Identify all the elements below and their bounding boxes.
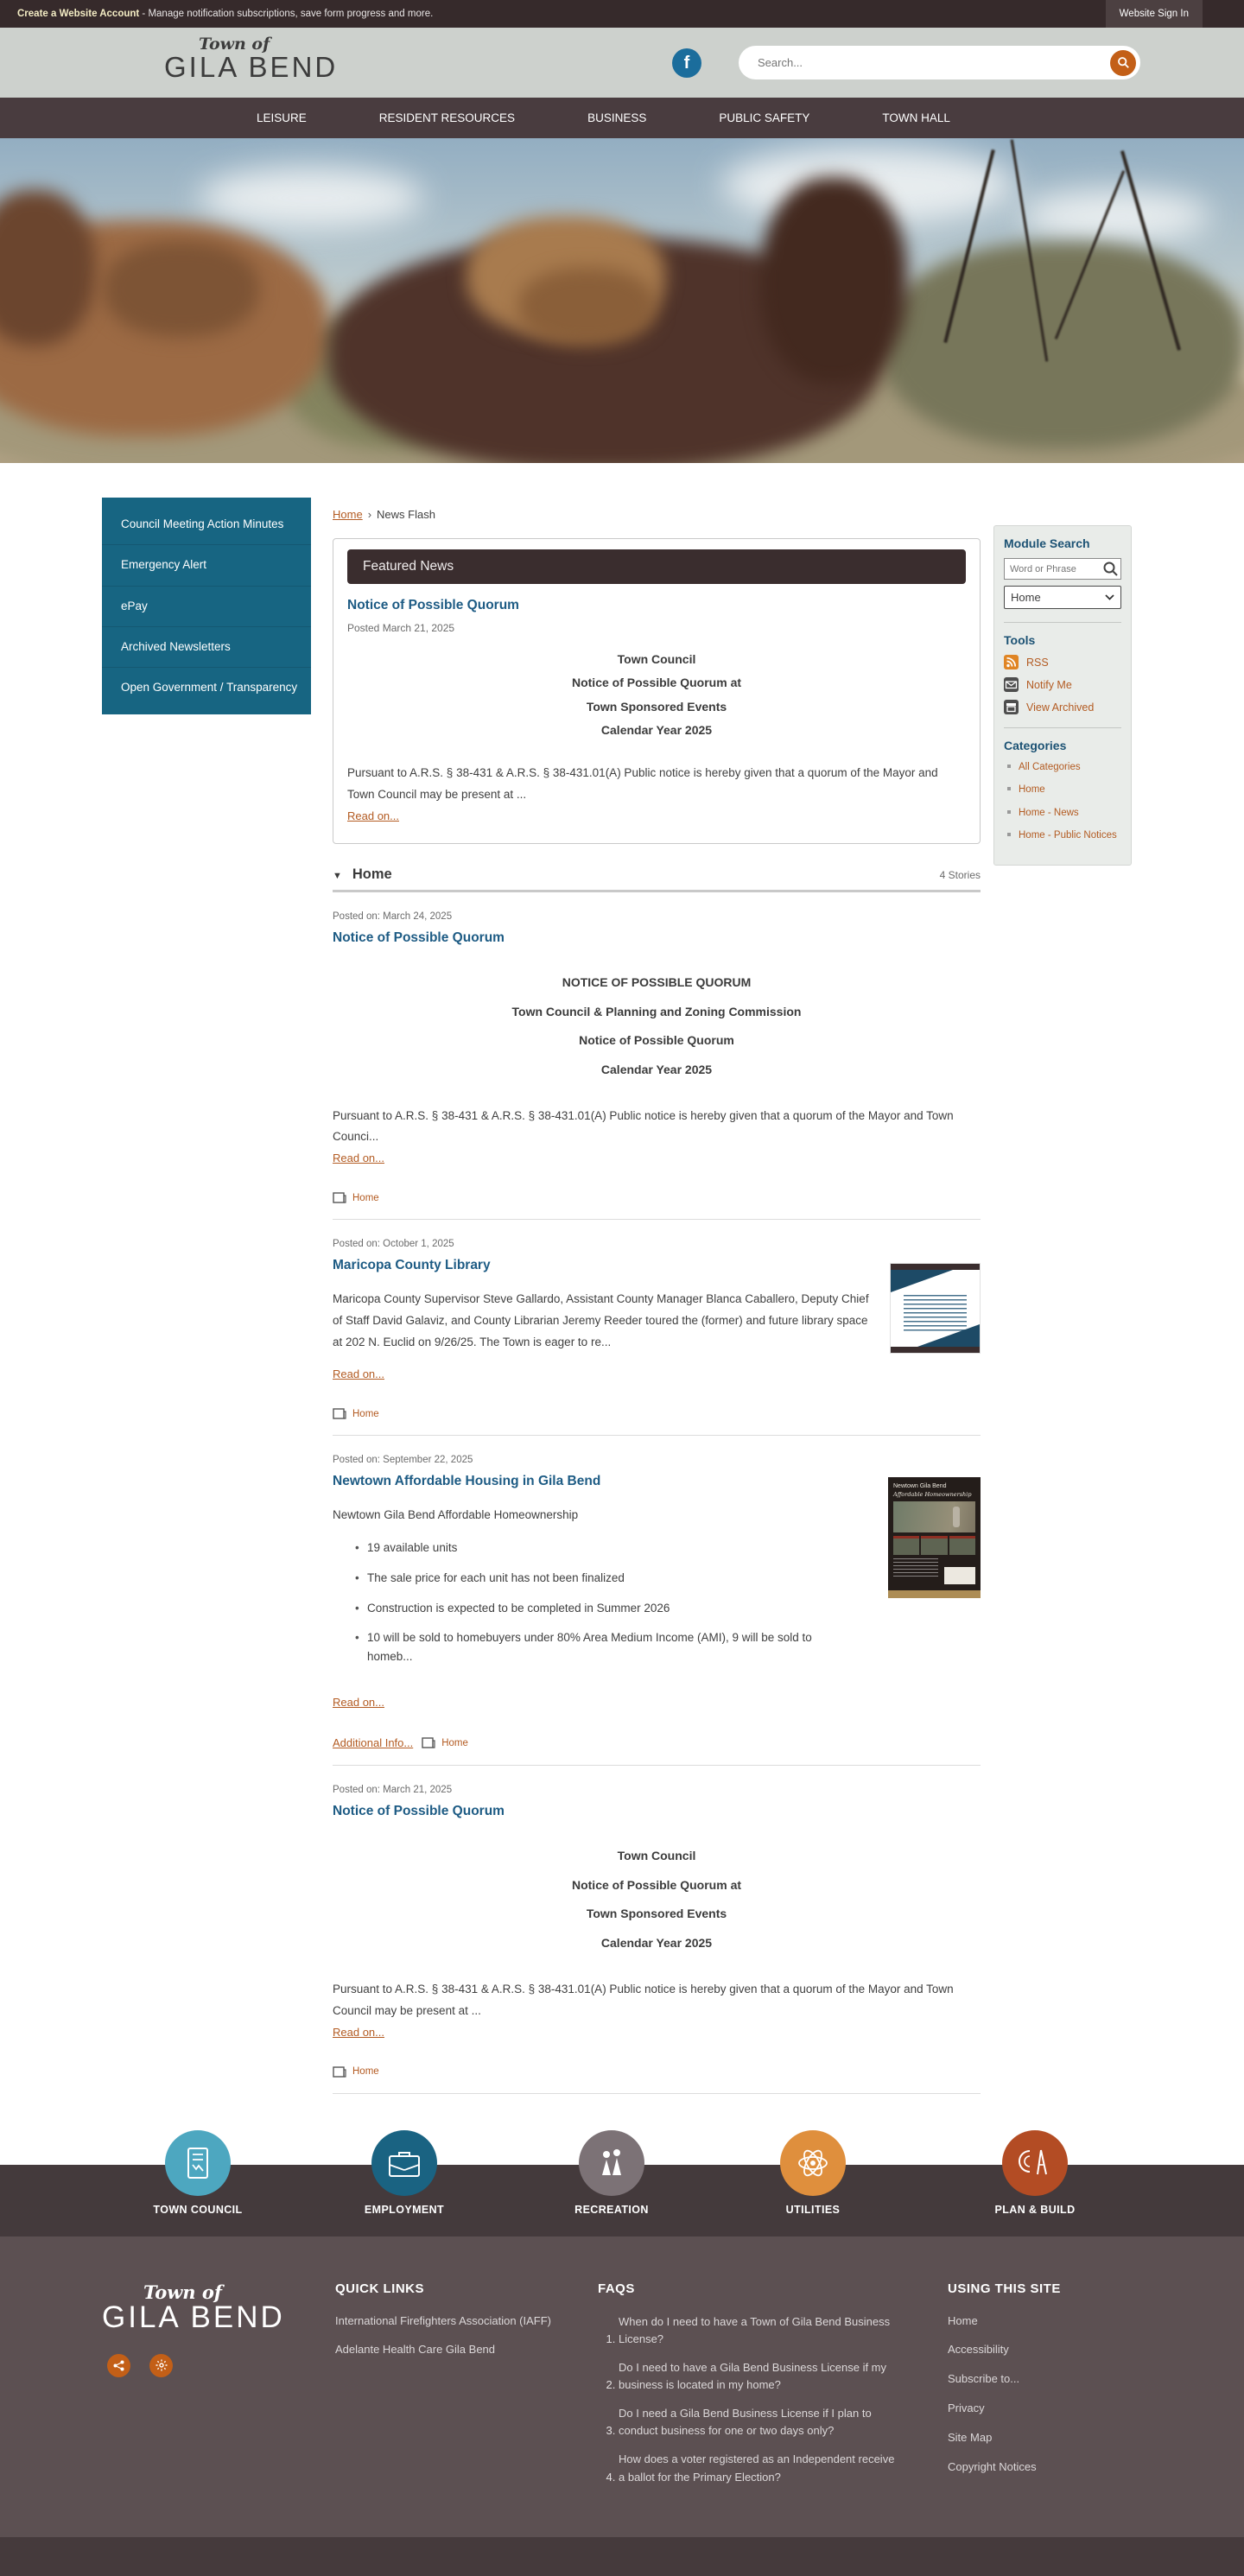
category-home-public-notices[interactable]: Home - Public Notices (1019, 829, 1117, 841)
thumb-decor (891, 1347, 980, 1353)
logo-script-line: Town of (199, 35, 270, 54)
breadcrumb (333, 508, 981, 521)
share-icon[interactable] (107, 2354, 130, 2377)
post-bullet-list (355, 1539, 981, 1666)
notice-line: Town Council (617, 652, 696, 666)
facebook-icon[interactable]: f (672, 48, 701, 78)
breadcrumb-current: News Flash (377, 508, 435, 521)
footer-quick-links (335, 2281, 594, 2497)
tool-notify-me (1004, 677, 1121, 692)
nav-resident-resources[interactable]: RESIDENT RESOURCES (378, 111, 516, 124)
tools-title: Tools (1004, 633, 1036, 647)
faq-link[interactable]: How does a voter registered as an Independent receive a ballot for the Primary Election? (619, 2452, 895, 2484)
nav-public-safety[interactable]: PUBLIC SAFETY (719, 111, 810, 124)
account-promo-text: - Manage notification subscriptions, save form progress and more. (139, 9, 434, 19)
quick-link-iaff[interactable]: International Firefighters Association (IAFF) (335, 2313, 551, 2327)
sidebar-item-emergency-alert[interactable]: Emergency Alert (102, 545, 311, 586)
newsflash-icon (333, 2066, 346, 2078)
footer-faqs (598, 2281, 943, 2497)
quicknav-utilities[interactable] (739, 2120, 886, 2216)
using-subscribe[interactable]: Subscribe to... (948, 2372, 1020, 2386)
footer-bottom-bar (0, 2537, 1244, 2576)
select-value: Home (1011, 591, 1041, 604)
notice-line: Notice of Possible Quorum (579, 1033, 734, 1048)
search-input[interactable] (758, 56, 1110, 69)
right-column (993, 498, 1132, 866)
mail-icon (1004, 677, 1019, 692)
divider (1004, 727, 1121, 728)
scroll-icon (165, 2130, 231, 2196)
center-column (333, 498, 981, 2094)
quicknav-label: TOWN COUNCIL (153, 2203, 243, 2216)
sidebar-item-open-government[interactable]: Open Government / Transparency (121, 681, 298, 694)
post-body-text: Pursuant to A.R.S. § 38-431 & A.R.S. § 38-431.01(A) Public notice is hereby given that a quorum of the Mayor and Town Counci... (333, 1108, 954, 1144)
bullet-icon (1007, 787, 1011, 790)
category-home-news[interactable]: Home - News (1019, 807, 1079, 818)
newsflash-icon (333, 1192, 346, 1203)
nav-leisure[interactable]: LEISURE (257, 111, 307, 124)
quicknav-label: EMPLOYMENT (364, 2203, 445, 2216)
notice-line: Calendar Year 2025 (600, 1062, 713, 1076)
category-item (1007, 760, 1121, 775)
footer-logo-caps: GILA BEND (102, 2300, 285, 2334)
notice-line: Notice of Possible Quorum at (571, 676, 742, 690)
quicknav-band (0, 2120, 1244, 2237)
news-post (333, 1220, 981, 1436)
atom-icon (780, 2130, 846, 2196)
post-category-home[interactable]: Home (352, 2066, 379, 2078)
footer-logo[interactable] (102, 2281, 335, 2332)
post-notice-lines (333, 1842, 981, 1957)
featured-post-title[interactable]: Notice of Possible Quorum (347, 598, 519, 612)
website-sign-in-button[interactable]: Website Sign In (1106, 0, 1203, 28)
post-intro-text: Newtown Gila Bend Affordable Homeownership (333, 1508, 579, 1522)
quicknav-label: PLAN & BUILD (994, 2203, 1076, 2216)
faq-item (619, 2405, 943, 2440)
post-date: Posted on: October 1, 2025 (333, 1239, 454, 1250)
site-logo[interactable] (164, 35, 339, 83)
quicknav-label: RECREATION (574, 2203, 649, 2216)
featured-posted-date: Posted March 21, 2025 (347, 622, 455, 634)
rss-link[interactable]: RSS (1026, 656, 1049, 669)
bullet-icon (1007, 810, 1011, 814)
quick-link-adelante[interactable]: Adelante Health Care Gila Bend (335, 2343, 496, 2357)
breadcrumb-separator: › (367, 508, 372, 521)
sidebar-item-council-minutes[interactable]: Council Meeting Action Minutes (102, 504, 311, 545)
create-account-link[interactable]: Create a Website Account (17, 9, 140, 19)
home-section-toggle[interactable] (333, 866, 392, 883)
notice-line: Town Sponsored Events (586, 1907, 727, 1921)
post-tag-row (333, 1736, 981, 1749)
footer-social-row (107, 2354, 335, 2377)
featured-news-panel (333, 538, 981, 844)
quicknav-recreation[interactable] (538, 2120, 685, 2216)
post-body-text: Pursuant to A.R.S. § 38-431 & A.R.S. § 38-431.01(A) Public notice is hereby given that a quorum of the Mayor and Town Council may be present at ... (333, 1982, 954, 2017)
footer-logo-script: Town of (143, 2281, 222, 2303)
post-tag-row (333, 2066, 981, 2078)
news-post (333, 892, 981, 1220)
featured-read-on-link[interactable]: Read on... (347, 809, 399, 823)
collapse-triangle-icon: ▼ (333, 871, 342, 882)
post-tag-row (333, 1192, 981, 1203)
using-home[interactable]: Home (948, 2313, 978, 2327)
category-all[interactable]: All Categories (1019, 762, 1081, 772)
thumb-decor (891, 1264, 980, 1270)
breadcrumb-home[interactable]: Home (333, 508, 363, 521)
sidebar-item-archived-newsletters[interactable]: Archived Newsletters (102, 627, 311, 668)
post-tag-row (333, 1408, 981, 1419)
post-date: Posted on: March 21, 2025 (333, 1785, 453, 1796)
post-notice-lines (333, 968, 981, 1084)
top-bar (0, 0, 1244, 28)
post-title-link[interactable]: Maricopa County Library (333, 1258, 491, 1273)
thumb-decor (891, 1270, 953, 1292)
notice-line: Calendar Year 2025 (600, 1936, 713, 1951)
left-sidebar (102, 498, 311, 714)
footer-logo-column (102, 2281, 335, 2497)
faq-link[interactable]: Do I need to have a Gila Bend Business License if my business is located in my home? (619, 2360, 887, 2392)
post-category-home[interactable]: Home (441, 1737, 468, 1748)
site-header (0, 28, 1244, 98)
notice-line: Town Sponsored Events (586, 699, 727, 714)
read-on-link[interactable]: Read on... (333, 2025, 384, 2039)
using-title: USING THIS SITE (948, 2281, 1061, 2296)
notice-line: Calendar Year 2025 (600, 722, 713, 737)
notice-line: Notice of Possible Quorum at (571, 1877, 742, 1892)
main-content (0, 463, 1244, 2120)
quicknav-employment[interactable] (331, 2120, 478, 2216)
bullet-item: • 10 will be sold to homebuyers under 80% Area Medium Income (AMI), 9 will be sold to homeb... (355, 1628, 839, 1666)
chevron-down-icon (1105, 594, 1114, 600)
categories-title: Categories (1004, 739, 1067, 752)
post-title-link[interactable]: Newtown Affordable Housing in Gila Bend (333, 1474, 601, 1489)
faq-list (598, 2313, 943, 2486)
faq-item (619, 2451, 943, 2485)
quicknav-plan-build[interactable] (962, 2120, 1108, 2216)
thumb-decor (953, 1507, 960, 1527)
module-search-panel (993, 525, 1132, 866)
sidebar-item-epay[interactable]: ePay (102, 587, 311, 627)
post-category-home[interactable]: Home (352, 1408, 379, 1419)
read-on-link[interactable]: Read on... (333, 1696, 384, 1710)
faq-link[interactable]: Do I need a Gila Bend Business License if I plan to conduct business for one or two days only? (619, 2407, 872, 2438)
quicknav-label: UTILITIES (785, 2203, 841, 2216)
bullet-icon (1007, 833, 1011, 836)
module-search-title: Module Search (1004, 536, 1090, 550)
story-count: 4 Stories (939, 869, 981, 882)
category-item (1007, 783, 1121, 797)
using-copyright[interactable]: Copyright Notices (948, 2459, 1037, 2473)
compass-tools-icon (1002, 2130, 1068, 2196)
newsflash-icon (333, 1408, 346, 1419)
nav-town-hall[interactable]: TOWN HALL (882, 111, 950, 124)
using-privacy[interactable]: Privacy (948, 2402, 985, 2415)
quick-links-title: QUICK LINKS (335, 2281, 424, 2296)
module-search-icon[interactable] (1102, 561, 1119, 577)
notify-me-link[interactable]: Notify Me (1026, 678, 1072, 691)
news-post (333, 1766, 981, 2093)
read-on-link[interactable]: Read on... (333, 1367, 384, 1381)
bullet-item: • The sale price for each unit has not been finalized (355, 1569, 981, 1588)
home-section-header (333, 866, 981, 892)
bullet-item: • 19 available units (355, 1539, 981, 1558)
thumb-decor (893, 1501, 975, 1532)
read-on-link[interactable]: Read on... (333, 1152, 384, 1165)
maricopa-library-thumbnail[interactable] (890, 1263, 981, 1354)
notice-line: NOTICE OF POSSIBLE QUORUM (562, 975, 752, 990)
faq-item (619, 2313, 943, 2348)
search-button[interactable] (1110, 50, 1136, 76)
site-footer (0, 2237, 1244, 2537)
nav-business[interactable]: BUSINESS (587, 111, 647, 124)
logo-caps-line: GILA BEND (164, 51, 339, 83)
tool-view-archived (1004, 700, 1121, 714)
notice-line: Town Council (617, 1849, 696, 1863)
home-section-title: Home (352, 866, 392, 883)
thumb-title: Newtown Gila Bend (893, 1483, 947, 1490)
hero-image (0, 138, 1244, 463)
post-date: Posted on: September 22, 2025 (333, 1455, 473, 1466)
module-search-box (1004, 558, 1121, 580)
archive-icon (1004, 700, 1019, 714)
module-category-select[interactable] (1004, 586, 1121, 609)
thumb-decor (917, 1324, 980, 1347)
post-date: Posted on: March 24, 2025 (333, 911, 453, 923)
using-accessibility[interactable]: Accessibility (948, 2343, 1009, 2357)
featured-news-header: Featured News (347, 549, 966, 584)
using-site-map[interactable]: Site Map (948, 2430, 993, 2444)
faq-item (619, 2359, 943, 2394)
featured-notice-lines (347, 648, 966, 742)
post-category-home[interactable]: Home (352, 1192, 379, 1203)
post-title-link[interactable]: Notice of Possible Quorum (333, 930, 505, 946)
site-tools-gear-icon[interactable] (149, 2354, 173, 2377)
thumb-decor (888, 1590, 981, 1598)
categories-list (1004, 760, 1121, 843)
featured-body-text: Pursuant to A.R.S. § 38-431 & A.R.S. § 38-431.01(A) Public notice is hereby given that a quorum of the Mayor and Town Council may be present at ... (347, 766, 938, 802)
category-item (1007, 828, 1121, 843)
view-archived-link[interactable]: View Archived (1026, 701, 1095, 714)
divider (1004, 622, 1121, 623)
bullet-item: • Construction is expected to be completed in Summer 2026 (355, 1599, 981, 1618)
category-item (1007, 806, 1121, 821)
faq-link[interactable]: When do I need to have a Town of Gila Bend Business License? (619, 2314, 891, 2345)
footer-using-this-site (948, 2281, 1061, 2497)
post-title-link[interactable]: Notice of Possible Quorum (333, 1804, 505, 1819)
quicknav-town-council[interactable] (124, 2120, 271, 2216)
people-icon (579, 2130, 644, 2196)
notice-line: Town Council & Planning and Zoning Commission (511, 1004, 802, 1018)
site-search (739, 46, 1140, 79)
main-nav (0, 98, 1244, 138)
faqs-title: FAQS (598, 2281, 635, 2296)
additional-info-link[interactable]: Additional Info... (333, 1736, 414, 1750)
post-body-text: Maricopa County Supervisor Steve Gallardo, Assistant County Manager Blanca Caballero, Deputy Chief of Staff David Galaviz, and County Librarian Jeremy Reeder toured the (former) and future library space at 202 N. Euclid on 9/26/25. The Town is eager to re... (333, 1292, 869, 1349)
category-home[interactable]: Home (1019, 784, 1045, 796)
rss-icon (1004, 655, 1019, 669)
newsflash-icon (422, 1737, 435, 1748)
account-promo[interactable] (0, 9, 1106, 19)
briefcase-icon (371, 2130, 437, 2196)
tool-rss (1004, 655, 1121, 669)
bullet-icon (1007, 765, 1011, 768)
news-post (333, 1436, 981, 1766)
search-icon (1117, 56, 1130, 69)
thumb-subtitle: Affordable Homeownership (893, 1491, 972, 1499)
